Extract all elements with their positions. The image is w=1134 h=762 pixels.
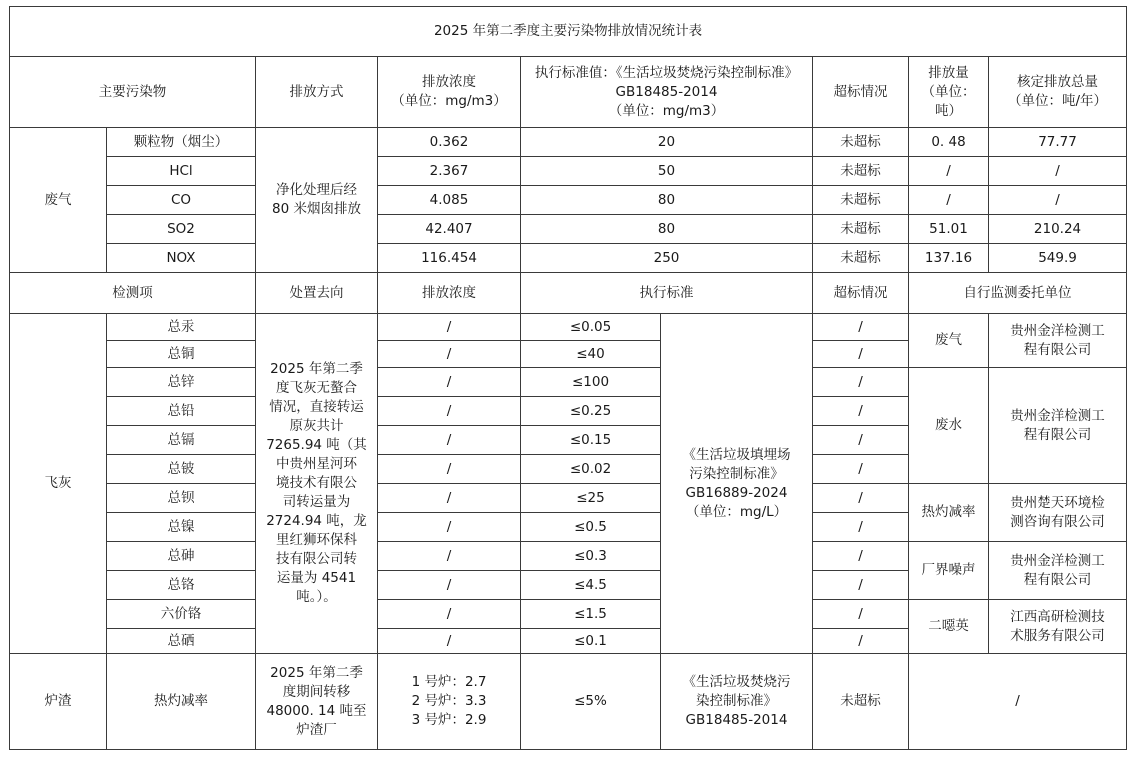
header-method: 排放方式 — [256, 57, 378, 128]
approved-total: 549.9 — [989, 244, 1127, 273]
concentration-value: 2.367 — [378, 157, 521, 186]
agency-type: 废气 — [909, 314, 989, 368]
concentration-value: / — [378, 397, 521, 426]
agency-type: 废水 — [909, 368, 989, 484]
slag-item: 热灼减率 — [107, 654, 256, 750]
header-pollutant: 主要污染物 — [10, 57, 256, 128]
exceed-status: / — [813, 600, 909, 629]
table-row — [10, 128, 1127, 157]
approved-total: / — [989, 186, 1127, 215]
emission-amount: 51.01 — [909, 215, 989, 244]
exceed-status: / — [813, 368, 909, 397]
approved-total: 77.77 — [989, 128, 1127, 157]
exceed-status: / — [813, 571, 909, 600]
agency-type: 热灼减率 — [909, 484, 989, 542]
exceed-status: 未超标 — [813, 215, 909, 244]
limit-value: ≤4.5 — [521, 571, 661, 600]
item-name: 总铜 — [107, 341, 256, 368]
exceed-status: 未超标 — [813, 244, 909, 273]
table-row — [10, 215, 1127, 244]
header-approved: 核定排放总量 （单位：吨/年） — [989, 57, 1127, 128]
slag-exceed: 未超标 — [813, 654, 909, 750]
pollutant-name: HCl — [107, 157, 256, 186]
limit-value: ≤0.5 — [521, 513, 661, 542]
table-row — [10, 244, 1127, 273]
limit-value: ≤100 — [521, 368, 661, 397]
concentration-value: / — [378, 513, 521, 542]
concentration-value: / — [378, 368, 521, 397]
pollutant-name: CO — [107, 186, 256, 215]
agency-type: 厂界噪声 — [909, 542, 989, 600]
header-standard-2: 执行标准 — [521, 273, 813, 314]
exceed-status: 未超标 — [813, 186, 909, 215]
limit-value: ≤0.25 — [521, 397, 661, 426]
header-emission: 排放量 （单位： 吨） — [909, 57, 989, 128]
standard-value: 80 — [521, 215, 813, 244]
header-concentration-2: 排放浓度 — [378, 273, 521, 314]
concentration-value: / — [378, 542, 521, 571]
concentration-value: 42.407 — [378, 215, 521, 244]
item-name: 总铍 — [107, 455, 256, 484]
category-waste-gas: 废气 — [10, 128, 107, 273]
emission-amount: / — [909, 157, 989, 186]
concentration-value: / — [378, 484, 521, 513]
table-row — [10, 368, 1127, 397]
pollutant-name: NOX — [107, 244, 256, 273]
table-row — [10, 186, 1127, 215]
concentration-value: / — [378, 571, 521, 600]
exceed-status: / — [813, 484, 909, 513]
item-name: 六价铬 — [107, 600, 256, 629]
limit-value: ≤0.15 — [521, 426, 661, 455]
table-row — [10, 654, 1127, 750]
header-standard: 执行标准值：《生活垃圾焚烧污染控制标准》GB18485-2014 （单位：mg/m3） — [521, 57, 813, 128]
exceed-status: / — [813, 341, 909, 368]
header-agency: 自行监测委托单位 — [909, 273, 1127, 314]
emission-amount: 0. 48 — [909, 128, 989, 157]
slag-standard: 《生活垃圾焚烧污 染控制标准》 GB18485-2014 — [661, 654, 813, 750]
table-row — [10, 314, 1127, 341]
slag-limit: ≤5% — [521, 654, 661, 750]
item-name: 总汞 — [107, 314, 256, 341]
agency-org: 贵州金洋检测工 程有限公司 — [989, 314, 1127, 368]
limit-value: ≤25 — [521, 484, 661, 513]
standard-value: 20 — [521, 128, 813, 157]
slag-concentration: 1 号炉：2.7 2 号炉：3.3 3 号炉：2.9 — [378, 654, 521, 750]
concentration-value: / — [378, 426, 521, 455]
item-name: 总铅 — [107, 397, 256, 426]
standard-value: 250 — [521, 244, 813, 273]
concentration-value: / — [378, 314, 521, 341]
exceed-status: / — [813, 426, 909, 455]
item-name: 总砷 — [107, 542, 256, 571]
table-row — [10, 484, 1127, 513]
limit-value: ≤1.5 — [521, 600, 661, 629]
emissions-table — [9, 6, 1127, 750]
item-name: 总硒 — [107, 629, 256, 654]
slag-disposal: 2025 年第二季 度期间转移 48000. 14 吨至 炉渣厂 — [256, 654, 378, 750]
header-exceed-2: 超标情况 — [813, 273, 909, 314]
table-title: 2025 年第二季度主要污染物排放情况统计表 — [10, 7, 1127, 57]
approved-total: / — [989, 157, 1127, 186]
limit-value: ≤0.02 — [521, 455, 661, 484]
fly-ash-standard: 《生活垃圾填埋场 污染控制标准》 GB16889-2024 （单位：mg/L） — [661, 314, 813, 654]
item-name: 总镍 — [107, 513, 256, 542]
exceed-status: / — [813, 397, 909, 426]
limit-value: ≤0.05 — [521, 314, 661, 341]
limit-value: ≤0.3 — [521, 542, 661, 571]
pollutant-name: SO2 — [107, 215, 256, 244]
table-row — [10, 157, 1127, 186]
slag-agency: / — [909, 654, 1127, 750]
agency-org: 贵州金洋检测工 程有限公司 — [989, 368, 1127, 484]
item-name: 总铬 — [107, 571, 256, 600]
exceed-status: / — [813, 629, 909, 654]
item-name: 总锌 — [107, 368, 256, 397]
agency-org: 江西高研检测技 术服务有限公司 — [989, 600, 1127, 654]
exceed-status: 未超标 — [813, 157, 909, 186]
agency-org: 贵州金洋检测工 程有限公司 — [989, 542, 1127, 600]
category-slag: 炉渣 — [10, 654, 107, 750]
agency-org: 贵州楚天环境检 测咨询有限公司 — [989, 484, 1127, 542]
standard-value: 80 — [521, 186, 813, 215]
concentration-value: 4.085 — [378, 186, 521, 215]
approved-total: 210.24 — [989, 215, 1127, 244]
exceed-status: / — [813, 314, 909, 341]
fly-ash-disposal: 2025 年第二季 度飞灰无螯合 情况，直接转运 原灰共计 7265.94 吨（其 中贵州星河环 境技术有限公 司转运量为 2724.94 吨，龙 里红狮环保科 技有限公司转 运量为 4541 吨。）。 — [256, 314, 378, 654]
exceed-status: 未超标 — [813, 128, 909, 157]
item-name: 总钡 — [107, 484, 256, 513]
standard-value: 50 — [521, 157, 813, 186]
header-disposal: 处置去向 — [256, 273, 378, 314]
header-exceed: 超标情况 — [813, 57, 909, 128]
exceed-status: / — [813, 542, 909, 571]
pollutant-name: 颗粒物（烟尘） — [107, 128, 256, 157]
header-item: 检测项 — [10, 273, 256, 314]
exceed-status: / — [813, 513, 909, 542]
emission-amount: 137.16 — [909, 244, 989, 273]
concentration-value: / — [378, 600, 521, 629]
concentration-value: / — [378, 455, 521, 484]
header-concentration: 排放浓度 （单位：mg/m3） — [378, 57, 521, 128]
table-row — [10, 600, 1127, 629]
emission-method: 净化处理后经 80 米烟囱排放 — [256, 128, 378, 273]
table-row — [10, 542, 1127, 571]
item-name: 总镉 — [107, 426, 256, 455]
exceed-status: / — [813, 455, 909, 484]
emission-amount: / — [909, 186, 989, 215]
concentration-value: / — [378, 341, 521, 368]
concentration-value: / — [378, 629, 521, 654]
concentration-value: 116.454 — [378, 244, 521, 273]
concentration-value: 0.362 — [378, 128, 521, 157]
category-fly-ash: 飞灰 — [10, 314, 107, 654]
agency-type: 二噁英 — [909, 600, 989, 654]
limit-value: ≤0.1 — [521, 629, 661, 654]
limit-value: ≤40 — [521, 341, 661, 368]
